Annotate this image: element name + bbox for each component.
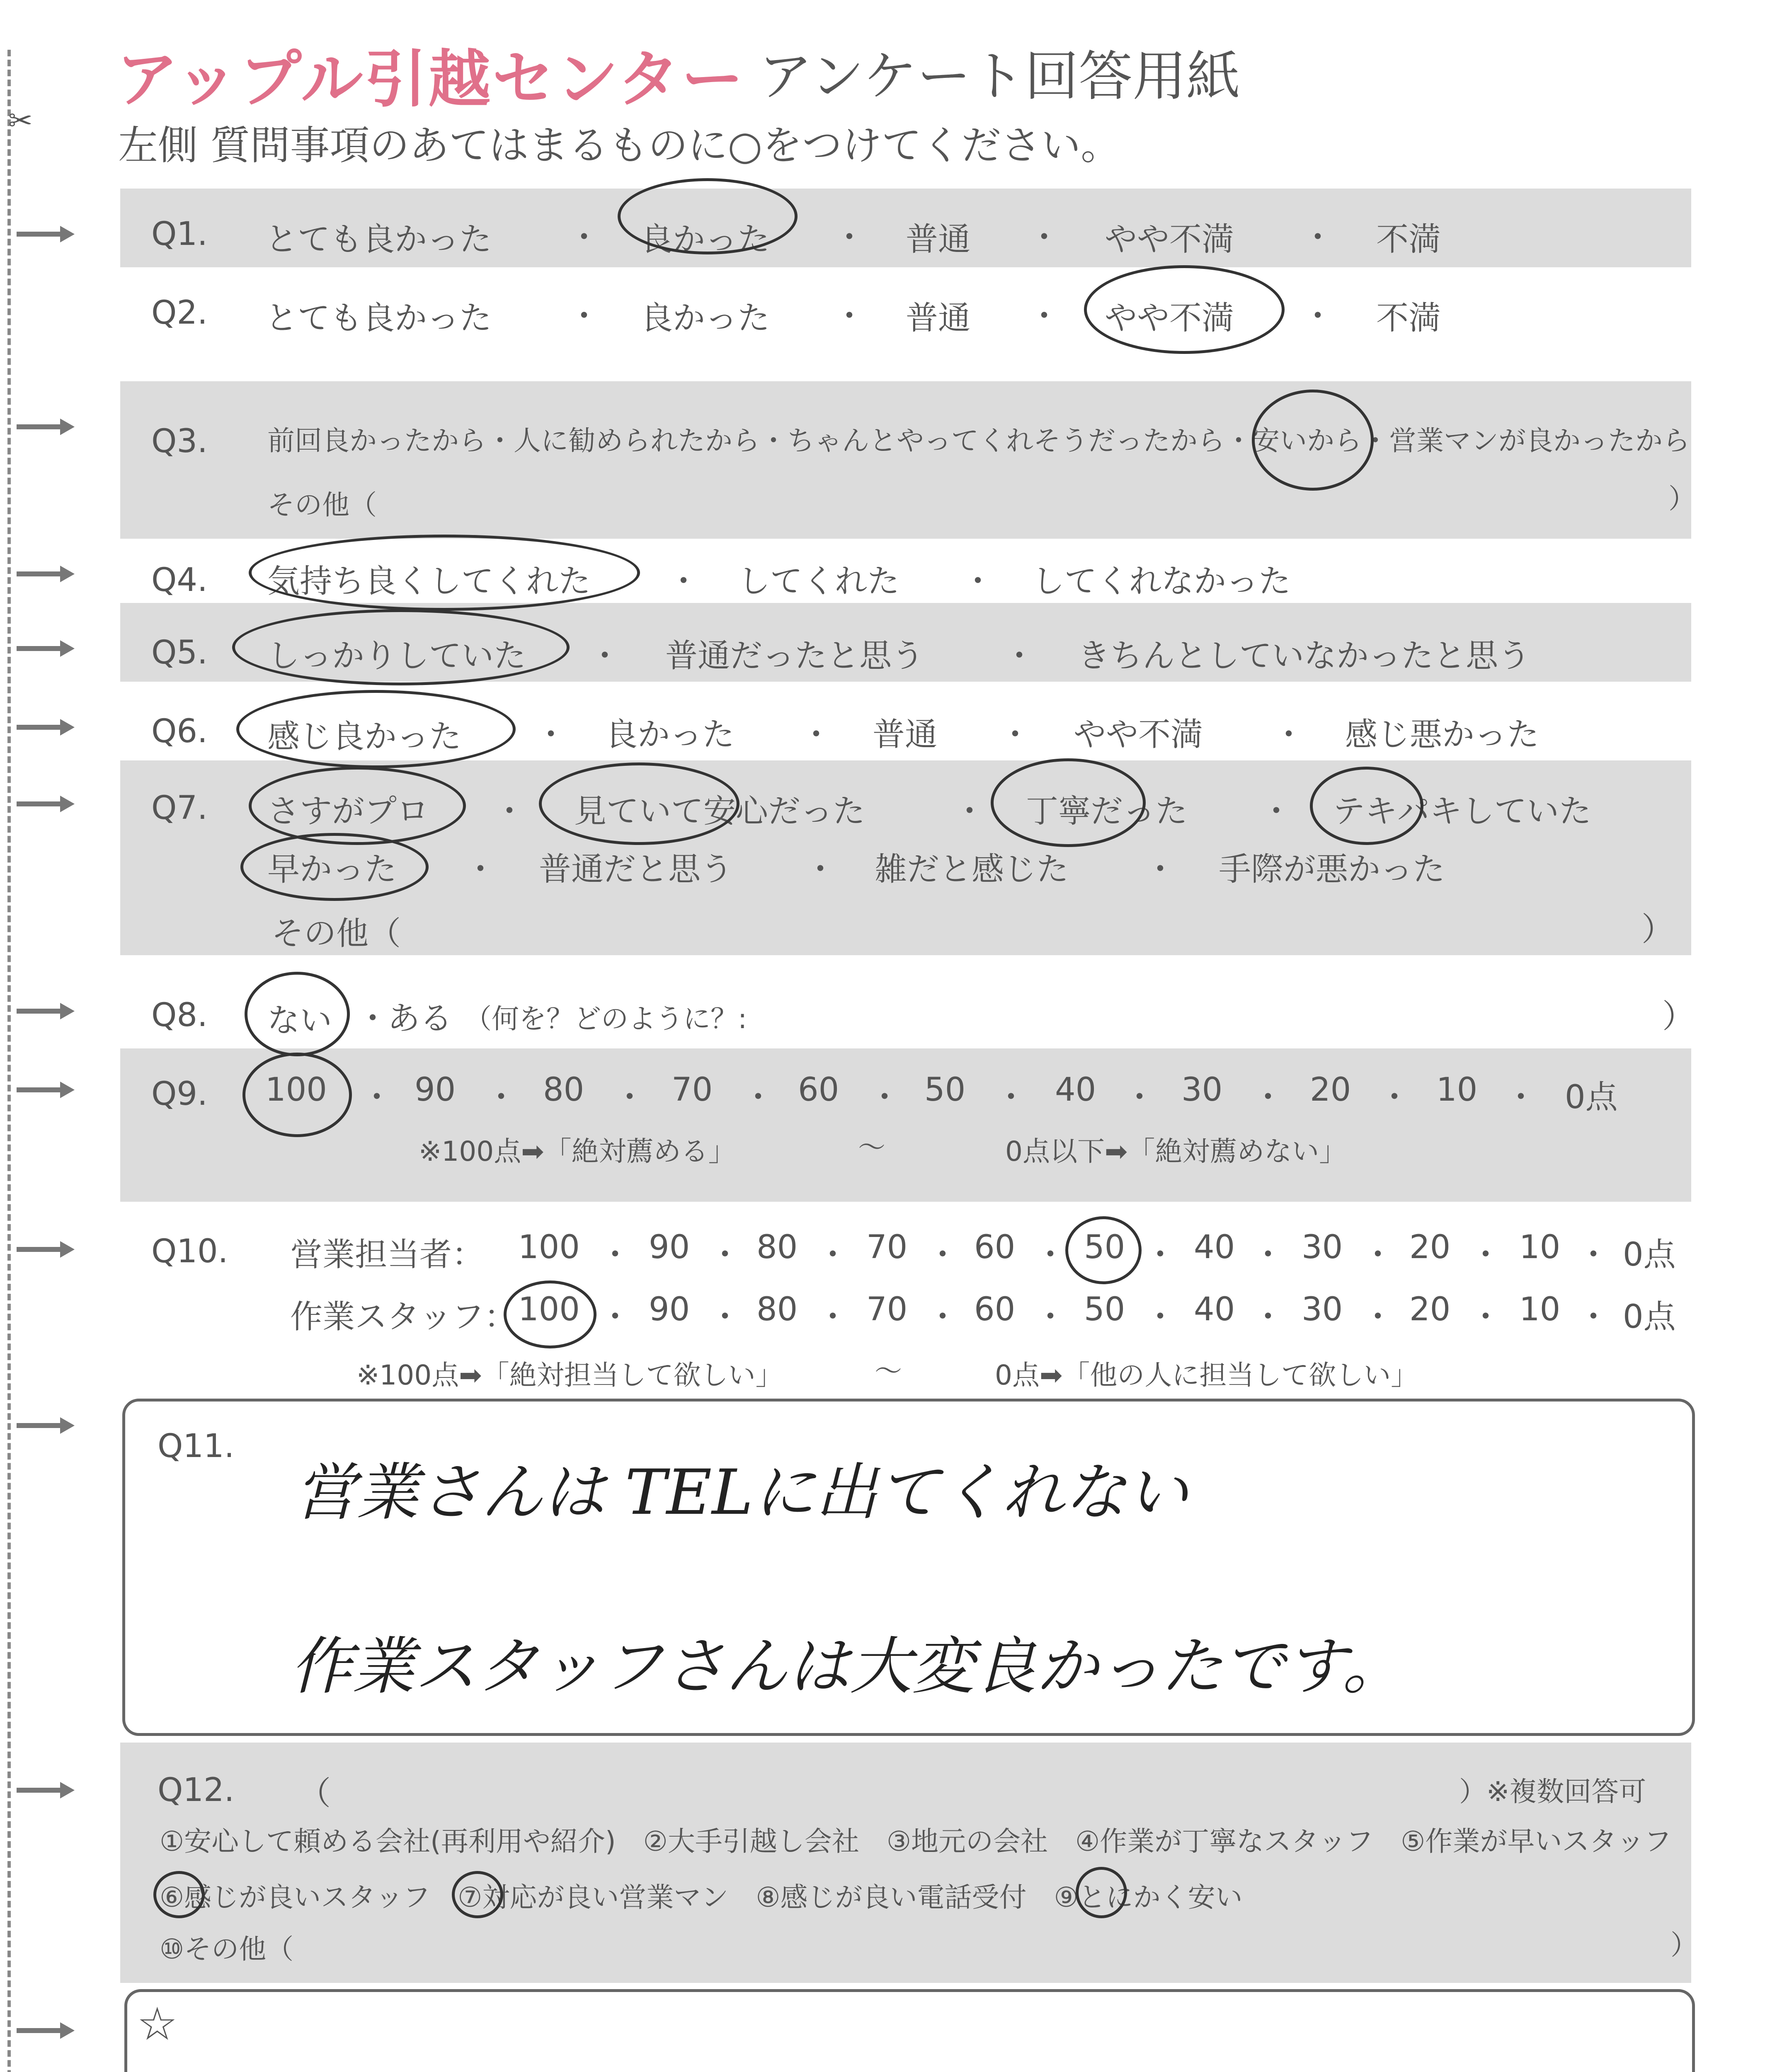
q12-open: （ bbox=[298, 1775, 331, 1812]
separator: ・ bbox=[1003, 637, 1036, 675]
q1-label: Q1. bbox=[151, 215, 208, 253]
q10-staff-score[interactable]: 60 bbox=[974, 1291, 1016, 1328]
q12-other-close: ） bbox=[1670, 1929, 1698, 1961]
q9-score[interactable]: 100 bbox=[265, 1071, 327, 1109]
separator: ・ bbox=[1469, 1236, 1502, 1273]
q1-option[interactable]: 不満 bbox=[1376, 221, 1441, 258]
answer-circle bbox=[232, 609, 570, 685]
q8-label: Q8. bbox=[151, 997, 208, 1034]
separator: ・ bbox=[1123, 1079, 1156, 1116]
q10-staff-score[interactable]: 30 bbox=[1302, 1291, 1343, 1328]
separator: ・ bbox=[962, 563, 994, 600]
q9-note-right: 0点以下➡「絶対薦めない」 bbox=[1005, 1135, 1347, 1167]
arrow-icon bbox=[17, 226, 75, 242]
q11-label: Q11. bbox=[158, 1428, 235, 1465]
answer-circle bbox=[1076, 1867, 1127, 1918]
answer-circle bbox=[1065, 1216, 1142, 1284]
separator: ・ bbox=[568, 219, 601, 256]
scissors-icon: ✂ bbox=[8, 104, 33, 138]
q1-option[interactable]: やや不満 bbox=[1105, 221, 1234, 258]
q10-staff-score[interactable]: 10 bbox=[1519, 1291, 1561, 1328]
q9-score[interactable]: 30 bbox=[1181, 1071, 1223, 1109]
q3-label: Q3. bbox=[151, 423, 208, 460]
separator: ・ bbox=[599, 1236, 632, 1273]
q2-option[interactable]: 良かった bbox=[640, 300, 770, 337]
separator: ・ bbox=[1252, 1236, 1285, 1273]
separator: ・ bbox=[1378, 1079, 1411, 1116]
q8-detail-close: ） bbox=[1662, 998, 1695, 1035]
separator: ・ bbox=[926, 1236, 959, 1273]
form-title: アンケート回答用紙 bbox=[759, 45, 1241, 108]
q7-option[interactable]: 手際が悪かった bbox=[1219, 851, 1445, 888]
separator: ・ bbox=[926, 1298, 959, 1336]
q10-note-left: ※100点➡「絶対担当して欲しい」 bbox=[356, 1359, 783, 1391]
free-comment-box[interactable] bbox=[124, 1989, 1695, 2072]
separator: ・ bbox=[535, 716, 567, 753]
q1-option[interactable]: 普通 bbox=[906, 221, 971, 258]
separator: ・ bbox=[1260, 793, 1293, 830]
q6-option[interactable]: やや不満 bbox=[1074, 716, 1203, 753]
separator: ・ bbox=[613, 1079, 646, 1116]
q11-handwritten-line2: 作業スタッフさんは大変良かったです。 bbox=[290, 1631, 1405, 1703]
q10-staff-label: 作業スタッフ： bbox=[290, 1298, 517, 1336]
separator: ・ bbox=[1028, 298, 1061, 335]
q3-other[interactable]: その他（ bbox=[267, 489, 377, 521]
answer-circle bbox=[240, 833, 429, 901]
separator: ・ bbox=[709, 1298, 742, 1336]
separator: ・ bbox=[493, 793, 526, 830]
q10-sales-score[interactable]: 10 bbox=[1519, 1229, 1561, 1266]
arrow-icon bbox=[17, 640, 75, 657]
answer-circle bbox=[249, 767, 466, 845]
q4-label: Q4. bbox=[151, 562, 208, 599]
separator: ・ bbox=[1252, 1298, 1285, 1336]
answer-circle bbox=[1084, 265, 1285, 354]
separator: ・ bbox=[599, 1298, 632, 1336]
separator: ・ bbox=[1362, 1236, 1394, 1273]
answer-circle bbox=[249, 535, 640, 611]
separator: ・ bbox=[1302, 219, 1334, 256]
q7-option[interactable]: 普通だと思う bbox=[539, 851, 733, 888]
brand-logo: アップル引越センター bbox=[116, 44, 745, 116]
q7-option[interactable]: 雑だと感じた bbox=[875, 851, 1069, 888]
q7-other[interactable]: その他（ bbox=[272, 915, 401, 952]
separator: ・ bbox=[833, 219, 866, 256]
q7-option[interactable]: 早かった bbox=[267, 851, 397, 888]
q9-score[interactable]: 60 bbox=[798, 1071, 839, 1109]
separator: ・ bbox=[1469, 1298, 1502, 1336]
separator: ・ bbox=[709, 1236, 742, 1273]
separator: ・ bbox=[742, 1079, 775, 1116]
q5-label: Q5. bbox=[151, 634, 208, 671]
q9-score[interactable]: 10 bbox=[1436, 1071, 1478, 1109]
q10-sales-score[interactable]: 60 bbox=[974, 1229, 1016, 1266]
separator: ・ bbox=[1028, 219, 1061, 256]
answer-circle bbox=[539, 762, 739, 845]
answer-circle bbox=[236, 690, 516, 768]
arrow-icon bbox=[17, 419, 75, 435]
answer-circle bbox=[245, 972, 350, 1056]
arrow-icon bbox=[17, 1782, 75, 1798]
q9-score[interactable]: 50 bbox=[924, 1071, 966, 1109]
q7-other-close: ） bbox=[1641, 911, 1674, 948]
separator: ・ bbox=[1505, 1079, 1537, 1116]
q5-option[interactable]: 普通だったと思う bbox=[665, 637, 924, 675]
separator: ・ bbox=[589, 637, 621, 675]
separator: ・ bbox=[1144, 851, 1177, 888]
q10-tilde: ～ bbox=[875, 1355, 902, 1387]
q6-option[interactable]: 良かった bbox=[605, 716, 735, 753]
q10-sales-score[interactable]: 70 bbox=[866, 1229, 908, 1266]
answer-circle bbox=[153, 1871, 205, 1918]
q10-sales-score[interactable]: 100 bbox=[518, 1229, 580, 1266]
q6-option[interactable]: 感じ悪かった bbox=[1345, 716, 1540, 753]
q12-options-row2[interactable]: ⑥感じが良いスタッフ ⑦対応が良い営業マン ⑧感じが良い電話受付 ⑨とにかく安い bbox=[160, 1881, 1243, 1913]
answer-circle bbox=[504, 1280, 596, 1348]
q10-sales-score[interactable]: 50 bbox=[1084, 1229, 1125, 1266]
separator: ・ bbox=[999, 716, 1032, 753]
separator: ・ bbox=[464, 851, 497, 888]
separator: ・ bbox=[804, 851, 837, 888]
q2-option[interactable]: とても良かった bbox=[265, 300, 492, 337]
arrow-icon bbox=[17, 2022, 75, 2039]
q2-option[interactable]: 不満 bbox=[1376, 300, 1441, 337]
q9-score[interactable]: 90 bbox=[415, 1071, 456, 1109]
binding-line bbox=[7, 50, 14, 2072]
q6-label: Q6. bbox=[151, 713, 208, 750]
q10-sales-score[interactable]: 40 bbox=[1194, 1229, 1235, 1266]
q10-sales-score[interactable]: 0点 bbox=[1623, 1236, 1676, 1273]
q10-staff-score[interactable]: 50 bbox=[1084, 1291, 1125, 1328]
arrow-icon bbox=[17, 1417, 75, 1434]
q7-option[interactable]: テキパキしていた bbox=[1333, 793, 1592, 830]
q8-option[interactable]: ない bbox=[267, 1002, 332, 1039]
separator: ・ bbox=[1577, 1298, 1610, 1336]
q2-label: Q2. bbox=[151, 294, 208, 332]
q10-sales-label: 営業担当者： bbox=[290, 1236, 485, 1273]
separator: ・ bbox=[485, 1079, 518, 1116]
separator: ・ bbox=[568, 298, 601, 335]
q5-option[interactable]: きちんとしていなかったと思う bbox=[1078, 637, 1531, 675]
band-q12 bbox=[120, 1743, 1691, 1983]
q9-score[interactable]: 0点 bbox=[1565, 1079, 1618, 1116]
q10-staff-score[interactable]: 70 bbox=[866, 1291, 908, 1328]
q12-options-row1[interactable]: ①安心して頼める会社(再利用や紹介) ②大手引越し会社 ③地元の会社 ④作業が丁寧なスタッフ ⑤作業が早いスタッフ bbox=[160, 1825, 1672, 1857]
q11-handwritten-line1: 営業さんは TELに出てくれない bbox=[294, 1457, 1188, 1529]
separator: ・ bbox=[1302, 298, 1334, 335]
q10-staff-score[interactable]: 100 bbox=[518, 1291, 580, 1328]
q9-tilde: ～ bbox=[858, 1131, 885, 1163]
q7-label: Q7. bbox=[151, 789, 208, 827]
q2-option[interactable]: 普通 bbox=[906, 300, 971, 337]
q9-score[interactable]: 80 bbox=[543, 1071, 584, 1109]
q9-label: Q9. bbox=[151, 1075, 208, 1113]
q9-score[interactable]: 20 bbox=[1310, 1071, 1351, 1109]
answer-circle bbox=[452, 1871, 503, 1918]
answer-circle bbox=[991, 758, 1146, 847]
q10-sales-score[interactable]: 90 bbox=[649, 1229, 690, 1266]
separator: ・ bbox=[1273, 716, 1305, 753]
q9-score[interactable]: 70 bbox=[672, 1071, 713, 1109]
q9-note-left: ※100点➡「絶対薦める」 bbox=[419, 1135, 736, 1167]
star-icon: ☆ bbox=[137, 1997, 178, 2050]
q10-staff-score[interactable]: 90 bbox=[649, 1291, 690, 1328]
separator: ・ bbox=[1362, 1298, 1394, 1336]
answer-circle bbox=[618, 178, 798, 254]
q10-staff-score[interactable]: 40 bbox=[1194, 1291, 1235, 1328]
separator: ・ bbox=[1144, 1236, 1177, 1273]
q7-option[interactable]: 丁寧だった bbox=[1026, 793, 1188, 830]
separator: ・ bbox=[1144, 1298, 1177, 1336]
q10-staff-score[interactable]: 80 bbox=[756, 1291, 798, 1328]
q6-option[interactable]: 普通 bbox=[873, 716, 938, 753]
q10-sales-score[interactable]: 80 bbox=[756, 1229, 798, 1266]
q3-other-close: ） bbox=[1668, 483, 1696, 515]
separator: ・ bbox=[800, 716, 833, 753]
q7-option[interactable]: さすがプロ bbox=[267, 793, 429, 830]
q10-staff-score[interactable]: 0点 bbox=[1623, 1298, 1676, 1336]
separator: ・ bbox=[1577, 1236, 1610, 1273]
q2-option[interactable]: やや不満 bbox=[1105, 300, 1234, 337]
q4-option[interactable]: 気持ち良くしてくれた bbox=[267, 563, 591, 600]
q5-option[interactable]: しっかりしていた bbox=[267, 637, 526, 675]
arrow-icon bbox=[17, 1003, 75, 1019]
separator: ・ bbox=[995, 1079, 1028, 1116]
separator: ・ bbox=[868, 1079, 901, 1116]
instruction-text: 左側 質問事項のあてはまるものに○をつけてください。 bbox=[118, 122, 1121, 169]
arrow-icon bbox=[17, 566, 75, 582]
q12-multi-note: ）※複数回答可 bbox=[1459, 1776, 1646, 1808]
separator: ・ bbox=[953, 793, 986, 830]
answer-circle bbox=[1310, 767, 1423, 845]
separator: ・ bbox=[1252, 1079, 1285, 1116]
q7-option[interactable]: 見ていて安心だった bbox=[574, 793, 866, 830]
separator: ・ bbox=[1034, 1236, 1067, 1273]
q12-label: Q12. bbox=[158, 1772, 235, 1809]
answer-circle bbox=[242, 1053, 352, 1137]
separator: ・ bbox=[817, 1236, 849, 1273]
arrow-icon bbox=[17, 1082, 75, 1098]
separator: ・ bbox=[356, 1000, 389, 1037]
q10-sales-score[interactable]: 20 bbox=[1409, 1229, 1451, 1266]
separator: ・ bbox=[817, 1298, 849, 1336]
arrow-icon bbox=[17, 719, 75, 736]
q6-option[interactable]: 感じ良かった bbox=[267, 718, 462, 755]
separator: ・ bbox=[1034, 1298, 1067, 1336]
q10-label: Q10. bbox=[151, 1233, 228, 1270]
answer-circle bbox=[1252, 390, 1374, 491]
q1-option[interactable]: とても良かった bbox=[265, 221, 492, 258]
q8-detail[interactable]: （何を？どのように？: bbox=[464, 1003, 747, 1035]
q9-score[interactable]: 40 bbox=[1055, 1071, 1096, 1109]
q4-option[interactable]: してくれなかった bbox=[1032, 563, 1291, 600]
q10-note-right: 0点➡「他の人に担当して欲しい」 bbox=[995, 1359, 1418, 1391]
q8-option[interactable]: ある bbox=[388, 1000, 453, 1037]
q10-sales-score[interactable]: 30 bbox=[1302, 1229, 1343, 1266]
q10-staff-score[interactable]: 20 bbox=[1409, 1291, 1451, 1328]
arrow-icon bbox=[17, 796, 75, 812]
separator: ・ bbox=[667, 563, 700, 600]
separator: ・ bbox=[361, 1079, 393, 1116]
arrow-icon bbox=[17, 1241, 75, 1258]
q4-option[interactable]: してくれた bbox=[738, 563, 900, 600]
q12-options-row3[interactable]: ⑩その他（ bbox=[160, 1933, 294, 1965]
q3-options[interactable]: 前回良かったから・人に勧められたから・ちゃんとやってくれそうだったから・安いから・営業マンが良かったから bbox=[267, 425, 1690, 457]
separator: ・ bbox=[833, 298, 866, 335]
q1-option[interactable]: 良かった bbox=[640, 221, 770, 258]
